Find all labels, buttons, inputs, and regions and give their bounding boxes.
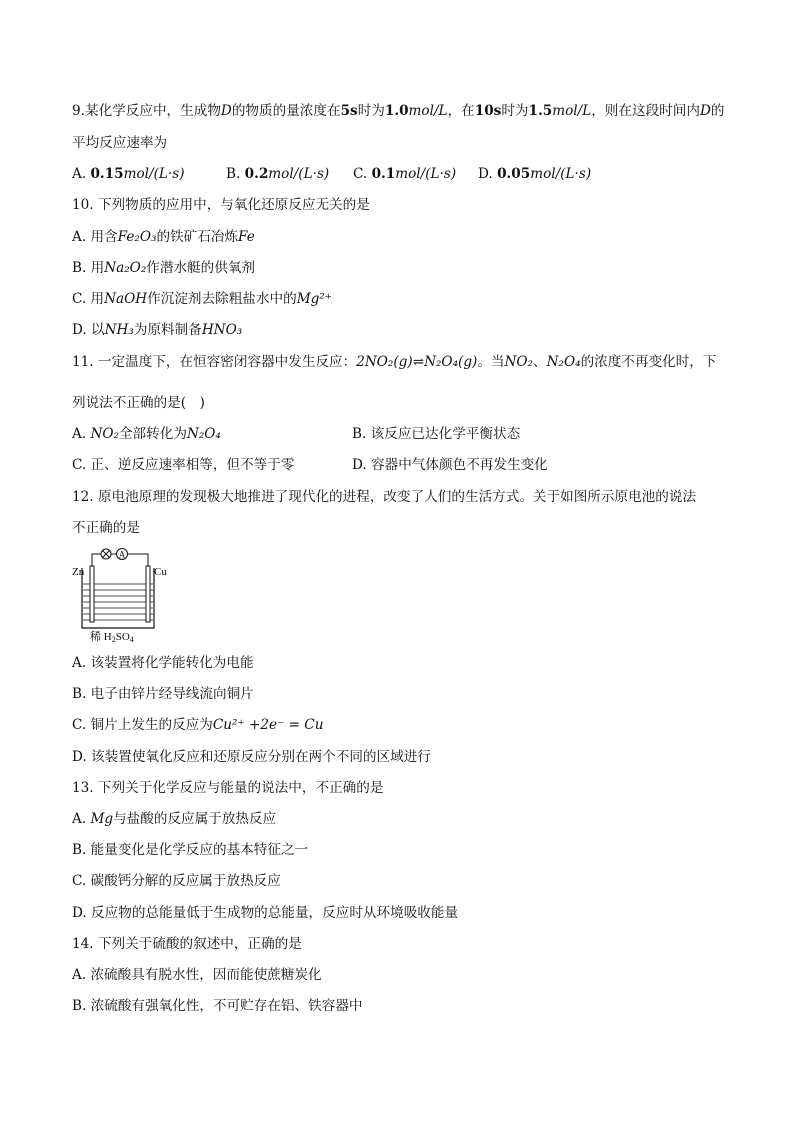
q9-number: 9. bbox=[72, 103, 85, 119]
zinc-electrode bbox=[90, 566, 94, 622]
q10-option-d[interactable]: D. 以NH₃为原料制备HNO₃ bbox=[72, 322, 243, 338]
galvanic-cell-diagram bbox=[70, 548, 170, 644]
q12-option-d[interactable]: D. 该装置使氧化反应和还原反应分别在两个不同的区域进行 bbox=[72, 749, 431, 765]
q14-option-a[interactable]: A. 浓硫酸具有脱水性，因而能使蔗糖炭化 bbox=[72, 967, 322, 983]
ammeter-label: A bbox=[118, 549, 126, 560]
q11-option-c[interactable]: C. 正、逆反应速率相等，但不等于零 bbox=[72, 457, 295, 473]
q12-option-b[interactable]: B. 电子由锌片经导线流向铜片 bbox=[72, 686, 254, 702]
q14-stem: 14. 下列关于硫酸的叙述中，正确的是 bbox=[72, 936, 302, 952]
q11-option-d[interactable]: D. 容器中气体颜色不再发生变化 bbox=[352, 457, 548, 473]
q10-option-b[interactable]: B. 用Na₂O₂作潜水艇的供氧剂 bbox=[72, 260, 256, 276]
q13-option-b[interactable]: B. 能量变化是化学反应的基本特征之一 bbox=[72, 842, 309, 858]
q9-stem-line1: 9.某化学反应中，生成物D的物质的量浓度在5s时为1.0mol/L，在10s时为1.5mol/L，则在这段时间内D的 bbox=[72, 103, 725, 119]
cu-label: Cu bbox=[154, 566, 167, 578]
q10-option-a[interactable]: A. 用含Fe₂O₃的铁矿石冶炼Fe bbox=[72, 229, 255, 245]
q11-option-b[interactable]: B. 该反应已达化学平衡状态 bbox=[352, 426, 521, 442]
q13-option-d[interactable]: D. 反应物的总能量低于生成物的总能量，反应时从环境吸收能量 bbox=[72, 905, 459, 921]
q11-stem-line2: 列说法不正确的是( ) bbox=[72, 395, 205, 411]
q12-option-a[interactable]: A. 该装置将化学能转化为电能 bbox=[72, 655, 254, 671]
q9-option-c[interactable]: C. 0.1mol/(L·s) bbox=[353, 166, 457, 182]
q12-stem-line2: 不正确的是 bbox=[72, 520, 140, 536]
q9-stem-line2: 平均反应速率为 bbox=[72, 135, 168, 151]
q12-option-c[interactable]: C. 铜片上发生的反应为Cu²⁺ +2e⁻ = Cu bbox=[72, 717, 324, 733]
q13-stem: 13. 下列关于化学反应与能量的说法中，不正确的是 bbox=[72, 780, 384, 796]
q12-stem-line1: 12. 原电池原理的发现极大地推进了现代化的进程，改变了人们的生活方式。关于如图所示原电池的说法 bbox=[72, 489, 697, 505]
zn-label: Zn bbox=[72, 566, 85, 578]
q11-stem-line1: 11. 一定温度下，在恒容密闭容器中发生反应：2NO₂(g)⇌N₂O₄(g)。当NO₂、N₂O₄的浓度不再变化时，下 bbox=[72, 354, 717, 370]
q9-option-b[interactable]: B. 0.2mol/(L·s) bbox=[226, 166, 330, 182]
q9-option-d[interactable]: D. 0.05mol/(L·s) bbox=[478, 166, 592, 182]
q9-option-a[interactable]: A. 0.15mol/(L·s) bbox=[72, 166, 185, 182]
copper-electrode bbox=[146, 566, 150, 622]
equilibrium-arrow: ⇌ bbox=[412, 354, 425, 370]
q11-option-a[interactable]: A. NO₂全部转化为N₂O₄ bbox=[72, 426, 221, 442]
q14-option-b[interactable]: B. 浓硫酸有强氧化性，不可贮存在铝、铁容器中 bbox=[72, 998, 363, 1014]
electrolyte-label: 稀 H2SO4 bbox=[90, 631, 134, 644]
q10-option-c[interactable]: C. 用NaOH作沉淀剂去除粗盐水中的Mg²⁺ bbox=[72, 291, 332, 307]
q13-option-a[interactable]: A. Mg与盐酸的反应属于放热反应 bbox=[72, 811, 277, 827]
q13-option-c[interactable]: C. 碳酸钙分解的反应属于放热反应 bbox=[72, 873, 281, 889]
q10-stem: 10. 下列物质的应用中，与氧化还原反应无关的是 bbox=[72, 197, 370, 213]
